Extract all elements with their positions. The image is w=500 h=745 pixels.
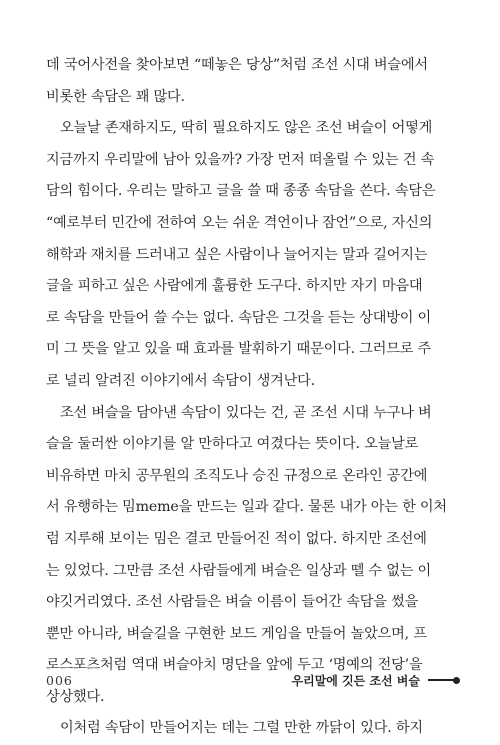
text-line: 뿐만 아니라, 벼슬길을 구현한 보드 게임을 만들어 놀았으며, 프 bbox=[46, 625, 427, 642]
text-line: 데 국어사전을 찾아보면 “떼놓은 당상”처럼 조선 시대 벼슬에서 bbox=[46, 57, 428, 73]
text-line: 담의 힘이다. 우리는 말하고 글을 쓸 때 종종 속담을 쓴다. 속담은 bbox=[46, 183, 436, 200]
text-line: 이처럼 속담이 만들어지는 데는 그럴 만한 까닭이 있다. 하지 bbox=[60, 720, 423, 737]
text-line: 서 유행하는 밈meme을 만드는 일과 같다. 물론 내가 아는 한 이처 bbox=[46, 499, 447, 516]
text-line: 비유하면 마치 공무원의 조직도나 승진 규정으로 온라인 공간에 bbox=[46, 467, 428, 484]
running-title-rule bbox=[428, 679, 454, 681]
text-line: 글을 피하고 싶은 사람에게 훌륭한 도구다. 하지만 자기 마음대 bbox=[46, 278, 423, 295]
text-line: 로스포츠처럼 역대 벼슬아치 명단을 앞에 두고 ‘명예의 전당’을 bbox=[46, 657, 423, 674]
text-line: 럼 지루해 보이는 밈은 결코 만들어진 적이 없다. 하지만 조선에 bbox=[46, 530, 427, 547]
page-number: 006 bbox=[46, 672, 73, 688]
text-line: “예로부터 민간에 전하여 오는 쉬운 격언이나 잠언”으로, 자신의 bbox=[46, 214, 433, 231]
text-line: 해학과 재치를 드러내고 싶은 사람이나 늘어지는 말과 길어지는 bbox=[46, 246, 428, 263]
text-line: 야깃거리였다. 조선 사람들은 벼슬 이름이 들어간 속담을 썼을 bbox=[46, 594, 419, 611]
running-title bbox=[292, 672, 460, 689]
running-title-dot bbox=[453, 677, 460, 684]
page-footer bbox=[46, 668, 460, 692]
text-line: 비롯한 속담은 꽤 많다. bbox=[46, 88, 185, 105]
body-text bbox=[46, 50, 458, 745]
text-line: 슬을 둘러싼 이야기를 알 만하다고 여겼다는 뜻이다. 오늘날로 bbox=[46, 436, 419, 453]
text-line: 지금까지 우리말에 남아 있을까? 가장 먼저 떠올릴 수 있는 건 속 bbox=[46, 151, 435, 168]
text-line: 오늘날 존재하지도, 딱히 필요하지도 않은 조선 벼슬이 어떻게 bbox=[60, 120, 433, 137]
running-title-text: 우리말에 깃든 조선 벼슬 bbox=[291, 673, 420, 688]
text-line: 상상했다. bbox=[46, 688, 105, 705]
text-line: 는 있었다. 그만큼 조선 사람들에게 벼슬은 일상과 뗄 수 없는 이 bbox=[46, 562, 432, 579]
text-line: 미 그 뜻을 알고 있을 때 효과를 발휘하기 때문이다. 그러므로 주 bbox=[46, 341, 432, 358]
text-line: 로 널리 알려진 이야기에서 속담이 생겨난다. bbox=[46, 372, 315, 389]
text-line: 로 속담을 만들어 쓸 수는 없다. 속담은 그것을 듣는 상대방이 이 bbox=[46, 309, 432, 326]
text-line: 조선 벼슬을 담아낸 속담이 있다는 건, 곧 조선 시대 누구나 벼 bbox=[60, 404, 432, 421]
